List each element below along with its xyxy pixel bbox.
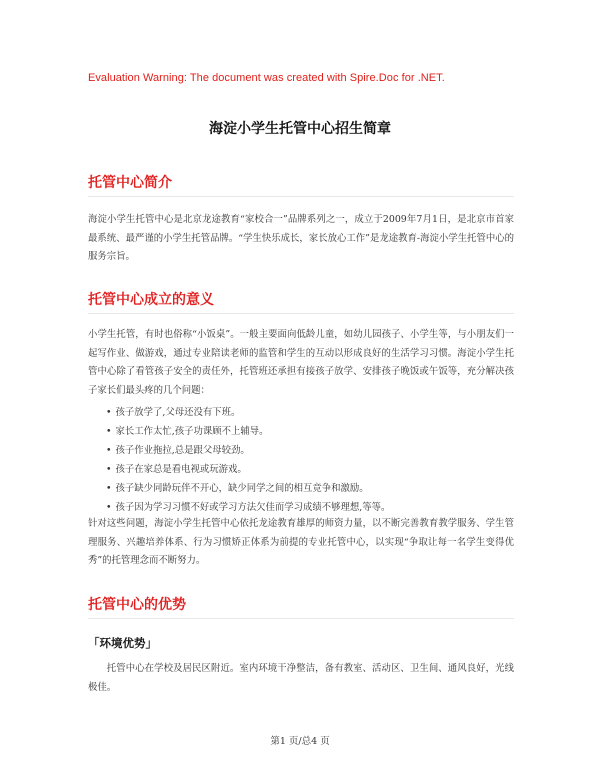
significance-paragraph: 小学生托管，有时也俗称“小饭桌”。一般主要面向低龄儿童，如幼儿园孩子、小学生等，与小朋友们一起写作业、做游戏，通过专业陪读老师的监管和学生的互动以形成良好的生活学习习惯。海淀小学生托管中心除了看管孩子安全的责任外，托管班还承担有接孩子放学、安排孩子晚饭或午饭等，充分解决孩子家长们最头疼的几个问题：: [88, 329, 514, 396]
list-item: • 家长工作太忙,孩子功课顾不上辅导。: [106, 422, 506, 441]
evaluation-warning: Evaluation Warning: The document was created with Spire.Doc for .NET.: [88, 72, 445, 84]
list-item: • 孩子放学了,父母还没有下班。: [106, 403, 506, 422]
section-heading-advantages: 托管中心的优势: [88, 597, 186, 613]
list-item: • 孩子在家总是看电视或玩游戏。: [106, 460, 506, 479]
list-item: • 孩子作业拖拉,总是跟父母较劲。: [106, 441, 506, 460]
section-divider: [88, 618, 514, 619]
list-item: • 孩子因为学习习惯不好或学习方法欠佳而学习成绩不够理想,等等。: [106, 498, 506, 517]
section-divider: [88, 313, 514, 314]
page-footer: 第1 页/总4 页: [270, 736, 330, 747]
section-heading-significance: 托管中心成立的意义: [88, 292, 214, 308]
intro-paragraph: 海淀小学生托管中心是北京龙途教育“家校合一”品牌系列之一，成立于2009年7月1日，是北京市首家最系统、最严谨的小学生托管品牌。“学生快乐成长，家长放心工作”是龙途教育-海淀小学生托管中心的服务宗旨。: [88, 214, 514, 262]
document-title: 海淀小学生托管中心招生简章: [209, 121, 391, 137]
section-divider: [88, 196, 514, 197]
problem-list: [106, 403, 506, 517]
list-item: • 孩子缺少同龄玩伴不开心，缺少同学之间的相互竞争和激励。: [106, 479, 506, 498]
section-heading-intro: 托管中心简介: [88, 175, 172, 191]
subheading-environment: 「环境优势」: [88, 636, 157, 650]
response-paragraph: 针对这些问题，海淀小学生托管中心依托龙途教育雄厚的师资力量，以不断完善教育教学服务、学生管理服务、兴趣培养体系、行为习惯矫正体系为前提的专业托管中心，以实现“争取让每一名学生变得优秀”的托管理念而不断努力。: [88, 518, 514, 566]
environment-paragraph: 托管中心在学校及居民区附近。室内环境干净整洁，备有教室、活动区、卫生间、通风良好，光线极佳。: [88, 663, 514, 693]
